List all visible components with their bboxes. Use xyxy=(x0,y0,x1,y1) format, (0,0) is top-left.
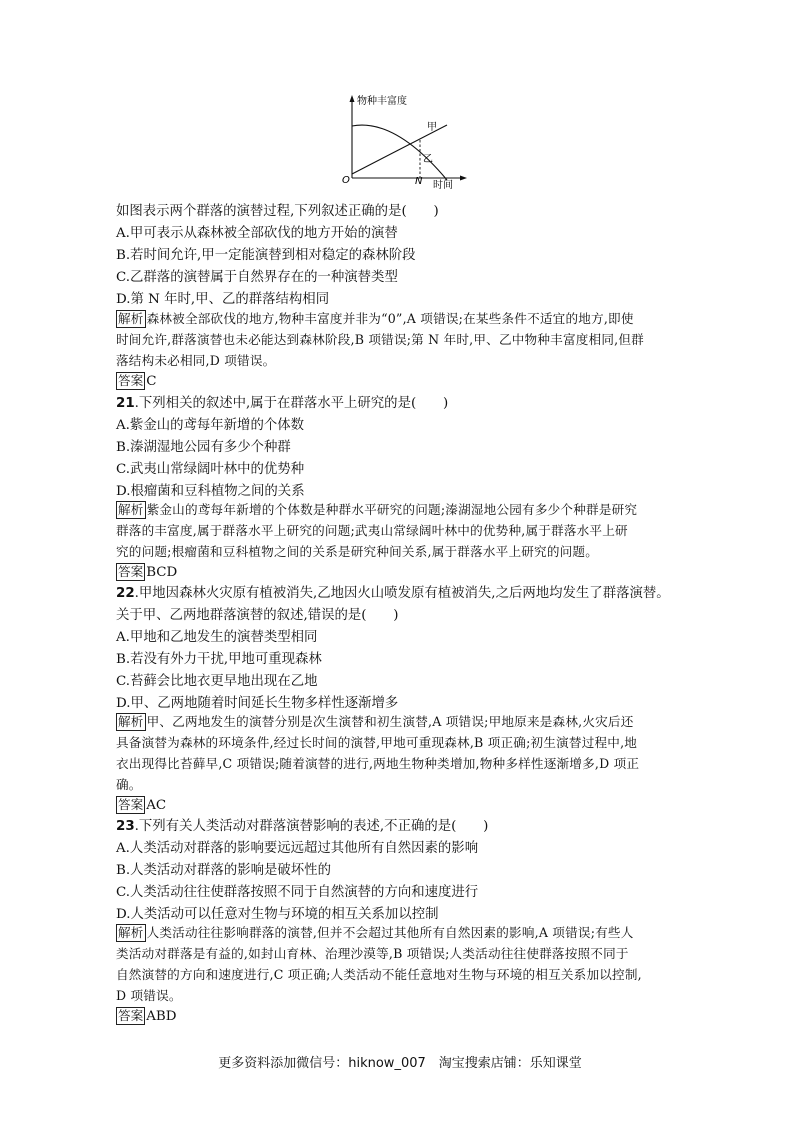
answer-tag: 答案 xyxy=(118,564,144,579)
q22-stem xyxy=(116,584,670,604)
analysis-tag: 解析 xyxy=(118,311,144,326)
answer-text: BCD xyxy=(146,565,178,580)
q23-option-a: A.人类活动对群落的影响要远远超过其他所有自然因素的影响 xyxy=(116,841,479,856)
q23-analysis-line-4: D 项错误。 xyxy=(116,988,182,1003)
analysis-tag: 解析 xyxy=(118,502,144,517)
q22-stem-line-2: 关于甲、乙两地群落演替的叙述,错误的是( ) xyxy=(116,608,399,623)
answer-text: ABD xyxy=(146,1009,177,1024)
curve-jia-label: 甲 xyxy=(427,122,437,133)
curve-yi-label: 乙 xyxy=(423,154,433,165)
page-footer: 更多资料添加微信号：hiknow_007 淘宝搜索店铺：乐知课堂 xyxy=(218,1056,582,1071)
q22-answer xyxy=(116,796,166,816)
n-tick-label: N xyxy=(415,176,423,187)
q23-answer xyxy=(116,1007,176,1027)
q21-option-c: C.武夷山常绿阔叶林中的优势种 xyxy=(116,462,305,477)
q22-analysis-line-1 xyxy=(116,712,634,732)
q22-option-d: D.甲、乙两地随着时间延长生物多样性逐渐增多 xyxy=(116,696,399,711)
curve-jia xyxy=(352,125,447,180)
x-axis-arrow xyxy=(460,176,467,181)
stem-text: .甲地因森林火灾原有植被消失,乙地因火山喷发原有植被消失,之后两地均发生了群落演替。 xyxy=(134,586,670,601)
q21-analysis-line-1 xyxy=(116,500,637,520)
q22-analysis-line-3: 衣出现得比苔藓早,C 项错误;随着演替的进行,两地生物种类增加,物种多样性逐渐增多,D 项正 xyxy=(116,756,640,771)
analysis-text: 甲、乙两地发生的演替分别是次生演替和初生演替,A 项错误;甲地原来是森林,火灾后还 xyxy=(146,714,634,729)
q21-stem xyxy=(116,394,448,414)
q21-analysis-line-2: 群落的丰富度,属于群落水平上研究的问题;武夷山常绿阔叶林中的优势种,属于群落水平上研 xyxy=(116,523,628,538)
q22-option-b: B.若没有外力干扰,甲地可重现森林 xyxy=(116,652,322,667)
q23-analysis-line-3: 自然演替的方向和速度进行,C 项正确;人类活动不能任意地对生物与环境的相互关系加以控制, xyxy=(116,967,642,982)
q21-option-a: A.紫金山的鸢每年新增的个体数 xyxy=(116,418,305,433)
analysis-tag: 解析 xyxy=(118,925,144,940)
q20-analysis-line-1 xyxy=(116,309,634,329)
q22-analysis-line-2: 具备演替为森林的环境条件,经过长时间的演替,甲地可重现森林,B 项正确;初生演替过程中,地 xyxy=(116,735,638,750)
question-number: 22 xyxy=(116,586,135,601)
succession-graph xyxy=(335,92,470,190)
analysis-tag: 解析 xyxy=(118,714,144,729)
q23-analysis-line-2: 类活动对群落是有益的,如封山育林、治理沙漠等,B 项错误;人类活动往往使群落按照不同于 xyxy=(116,946,629,961)
stem-text: .下列有关人类活动对群落演替影响的表述,不正确的是( ) xyxy=(134,819,489,834)
q22-analysis-line-4: 确。 xyxy=(116,777,142,792)
q23-option-c: C.人类活动往往使群落按照不同于自然演替的方向和速度进行 xyxy=(116,885,479,900)
q22-option-a: A.甲地和乙地发生的演替类型相同 xyxy=(116,630,318,645)
answer-text: C xyxy=(146,374,157,389)
answer-tag: 答案 xyxy=(118,373,144,388)
q23-option-d: D.人类活动可以任意对生物与环境的相互关系加以控制 xyxy=(116,907,439,922)
q20-option-c: C.乙群落的演替属于自然界存在的一种演替类型 xyxy=(116,270,398,285)
question-number: 21 xyxy=(116,396,135,411)
q21-option-d: D.根瘤菌和豆科植物之间的关系 xyxy=(116,484,305,499)
question-number: 23 xyxy=(116,819,135,834)
origin-label: O xyxy=(342,175,350,186)
answer-text: AC xyxy=(146,798,167,813)
answer-tag: 答案 xyxy=(118,797,144,812)
q20-stem: 如图表示两个群落的演替过程,下列叙述正确的是( ) xyxy=(116,204,439,219)
stem-text: .下列相关的叙述中,属于在群落水平上研究的是( ) xyxy=(134,396,449,411)
q20-answer xyxy=(116,372,156,392)
q22-option-c: C.苔藓会比地衣更早地出现在乙地 xyxy=(116,674,318,689)
q21-analysis-line-3: 究的问题;根瘤菌和豆科植物之间的关系是研究种间关系,属于群落水平上研究的问题。 xyxy=(116,544,599,559)
q20-analysis-line-3: 落结构未必相同,D 项错误。 xyxy=(116,353,276,368)
q20-analysis-line-2: 时间允许,群落演替也未必能达到森林阶段,B 项错误;第 N 年时,甲、乙中物种丰富度相同,但群 xyxy=(116,332,644,347)
q20-option-d: D.第 N 年时,甲、乙的群落结构相同 xyxy=(116,292,330,307)
y-axis-label: 物种丰富度 xyxy=(357,96,407,107)
q21-answer xyxy=(116,563,177,583)
q23-stem xyxy=(116,817,488,837)
x-axis-label: 时间 xyxy=(433,180,453,190)
analysis-text: 紫金山的鸢每年新增的个体数是种群水平研究的问题;溱湖湿地公园有多少个种群是研究 xyxy=(146,502,638,517)
analysis-text: 森林被全部砍伐的地方,物种丰富度并非为“0”,A 项错误;在某些条件不适宜的地方,即使 xyxy=(146,311,634,326)
q20-option-a: A.甲可表示从森林被全部砍伐的地方开始的演替 xyxy=(116,226,398,241)
y-axis-arrow xyxy=(350,95,355,102)
q23-option-b: B.人类活动对群落的影响是破坏性的 xyxy=(116,863,331,878)
q20-option-b: B.若时间允许,甲一定能演替到相对稳定的森林阶段 xyxy=(116,248,416,263)
q21-option-b: B.溱湖湿地公园有多少个种群 xyxy=(116,440,291,455)
answer-tag: 答案 xyxy=(118,1008,144,1023)
analysis-text: 人类活动往往影响群落的演替,但并不会超过其他所有自然因素的影响,A 项错误;有些人 xyxy=(146,925,634,940)
q23-analysis-line-1 xyxy=(116,923,634,943)
